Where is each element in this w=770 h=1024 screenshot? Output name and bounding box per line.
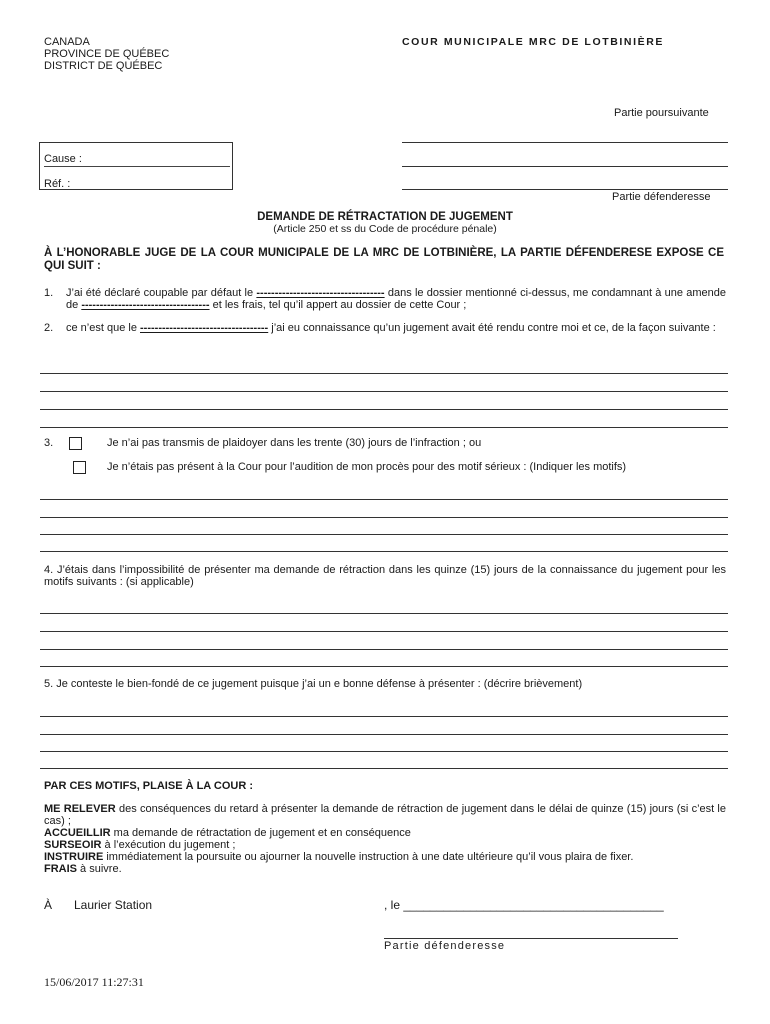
item-2-text (66, 322, 726, 334)
item-1-text-b: dans le dossier mentionné ci-dessus, me condamnant à une amende de (66, 287, 727, 311)
knowledge-date-blank[interactable]: ----------------------------------- (140, 322, 269, 334)
request-costs-text: à suivre. (77, 863, 122, 875)
conclusions-heading: PAR CES MOTIFS, PLAISE À LA COUR : (44, 780, 254, 792)
signature-line[interactable] (384, 938, 678, 939)
request-relieve (44, 803, 726, 827)
ref-label: Réf. : (44, 178, 71, 190)
court-name: COUR MUNICIPALE MRC DE LOTBINIÈRE (402, 36, 665, 48)
defendant-label: Partie défenderesse (612, 191, 711, 203)
date-prefix: , le (384, 898, 401, 912)
cause-label: Cause : (44, 153, 82, 165)
item-2-answer-line-1[interactable] (40, 373, 728, 374)
signer-label: Partie défenderesse (384, 940, 506, 952)
request-relieve-text: des conséquences du retard à présenter la demande de rétraction de jugement dans le délai de quinze (15) jours (si c’est le cas) ; (44, 803, 726, 827)
case-reference-box (39, 142, 233, 190)
print-timestamp: 15/06/2017 11:27:31 (44, 975, 144, 989)
item-5-answer-line-1[interactable] (40, 716, 728, 717)
item-3-answer-line-1[interactable] (40, 499, 728, 500)
item-5-answer-line-3[interactable] (40, 751, 728, 752)
request-stay-keyword: SURSEOIR (44, 839, 102, 851)
item-5-answer-line-4[interactable] (40, 768, 728, 769)
defendant-line-2[interactable] (402, 189, 728, 190)
document-title: DEMANDE DE RÉTRACTATION DE JUGEMENT (257, 211, 513, 223)
plaintiff-label: Partie poursuivante (614, 107, 709, 119)
item-2-answer-line-3[interactable] (40, 409, 728, 410)
request-accept-text: ma demande de rétractation de jugement et en conséquence (110, 827, 411, 839)
request-relieve-keyword: ME RELEVER (44, 803, 116, 815)
no-plea-checkbox[interactable] (69, 437, 82, 450)
item-3-answer-line-4[interactable] (40, 551, 728, 552)
item-1-number: 1. (44, 287, 54, 299)
no-plea-option: Je n’ai pas transmis de plaidoyer dans les trente (30) jours de l’infraction ; ou (107, 437, 482, 449)
fine-amount-blank[interactable]: ----------------------------------- (81, 299, 210, 311)
item-3-answer-line-3[interactable] (40, 534, 728, 535)
request-accept (44, 827, 411, 839)
item-1-text-c: et les frais, tel qu’il appert au dossier de cette Cour ; (212, 299, 467, 311)
item-1-text-a: J’ai été déclaré coupable par défaut le (66, 287, 254, 299)
item-4-answer-line-4[interactable] (40, 666, 728, 667)
request-costs-keyword: FRAIS (44, 863, 77, 875)
request-accept-keyword: ACCUEILLIR (44, 827, 111, 839)
request-proceed (44, 851, 633, 863)
item-4-answer-line-2[interactable] (40, 631, 728, 632)
item-2-text-b: j’ai eu connaissance qu’un jugement avait été rendu contre moi et ce, de la façon suivante : (271, 322, 716, 334)
item-5-answer-line-2[interactable] (40, 734, 728, 735)
item-2-answer-line-2[interactable] (40, 391, 728, 392)
province-label: PROVINCE DE QUÉBEC (44, 48, 170, 60)
item-4-answer-line-3[interactable] (40, 649, 728, 650)
document-subtitle: (Article 250 et ss du Code de procédure pénale) (273, 223, 497, 235)
request-proceed-text: immédiatement la poursuite ou ajourner la nouvelle instruction à une date ultérieure qu’il vous plaira de fixer. (103, 851, 634, 863)
request-proceed-keyword: INSTRUIRE (44, 851, 104, 863)
request-stay (44, 839, 235, 851)
signature-place[interactable]: Laurier Station (74, 898, 153, 912)
item-4-text: 4. J’étais dans l’impossibilité de présenter ma demande de rétraction dans les quinze (15) jours de la connaissance du jugement pour les motifs suivants : (si applicable) (44, 564, 726, 588)
defendant-line-1[interactable] (402, 166, 728, 167)
item-3-answer-line-2[interactable] (40, 517, 728, 518)
item-4-answer-line-1[interactable] (40, 613, 728, 614)
absent-option: Je n’étais pas présent à la Cour pour l’audition de mon procès pour des motif sérieux : (Indiquer les motifs) (107, 461, 627, 473)
place-prefix: À (44, 898, 53, 912)
district-label: DISTRICT DE QUÉBEC (44, 60, 163, 72)
absent-checkbox[interactable] (73, 461, 86, 474)
item-2-answer-line-4[interactable] (40, 427, 728, 428)
signature-date-field[interactable] (384, 898, 664, 912)
item-3-number: 3. (44, 437, 54, 449)
plaintiff-line-1[interactable] (402, 142, 728, 143)
date-blank[interactable]: _______________________________________ (403, 898, 664, 912)
intro-statement: À L’HONORABLE JUGE DE LA COUR MUNICIPALE DE LA MRC DE LOTBINIÈRE, LA PARTIE DÉFENDERESE EXPOSE CE QUI SUIT : (44, 247, 724, 272)
item-2-text-a: ce n’est que le (66, 322, 137, 334)
request-costs (44, 863, 122, 875)
country-label: CANADA (44, 36, 90, 48)
item-1-text (66, 287, 726, 311)
request-stay-text: à l’exécution du jugement ; (101, 839, 236, 851)
item-2-number: 2. (44, 322, 54, 334)
conviction-date-blank[interactable]: ----------------------------------- (256, 287, 385, 299)
item-5-text: 5. Je conteste le bien-fondé de ce jugement puisque j’ai un e bonne défense à présenter : (décrire brièvement) (44, 678, 583, 690)
jurisdiction-block (44, 36, 169, 72)
cause-field[interactable] (44, 153, 230, 167)
